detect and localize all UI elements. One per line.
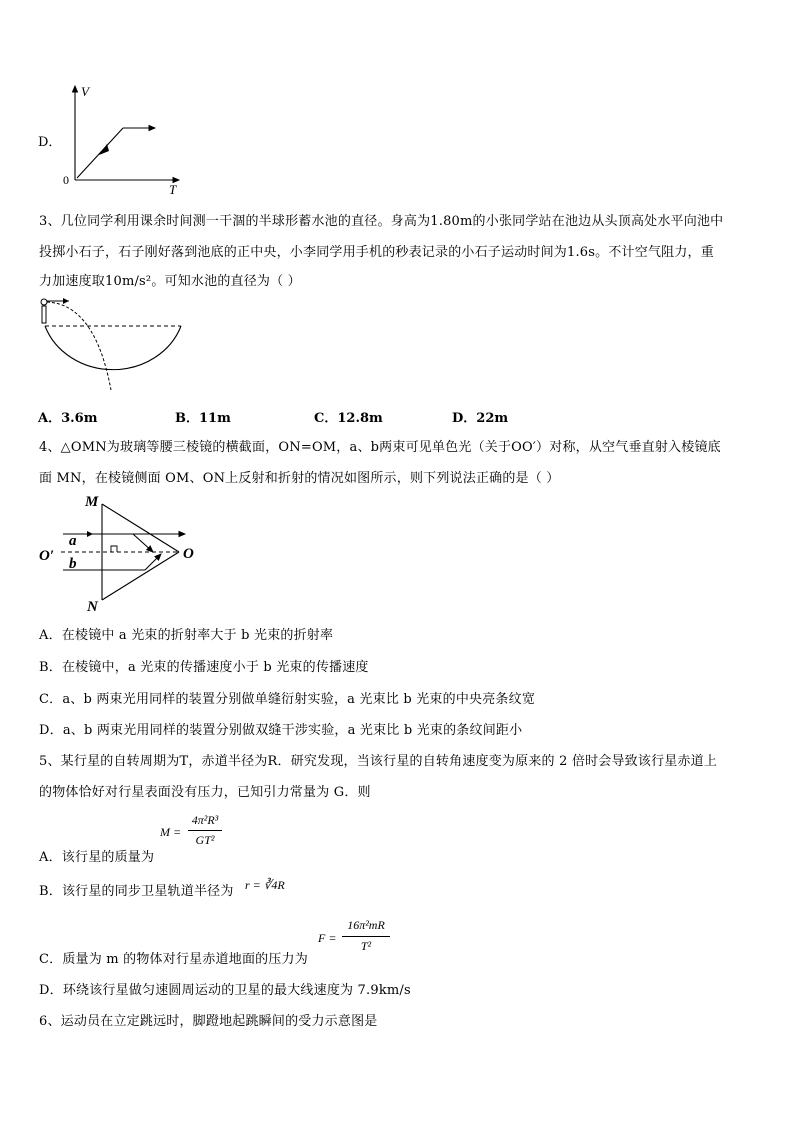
q3-option-a: A．3.6m [38, 411, 98, 426]
formula-a-numerator: 4π²R³ [191, 813, 219, 827]
label-o: O [183, 546, 194, 562]
q3-option-b: B．11m [175, 411, 231, 426]
formula-a-fraction-bar [188, 830, 222, 831]
velocity-time-graph [55, 80, 195, 198]
prism-side-on [102, 552, 179, 600]
right-angle-mark [111, 546, 117, 552]
person-body [42, 306, 46, 323]
label-n: N [87, 599, 98, 615]
q5-option-a: A．该行星的质量为 [39, 850, 155, 865]
rising-line [77, 128, 123, 178]
beam-a-reflected [133, 534, 153, 552]
q5-option-c: C．质量为 m 的物体对行星赤道地面的压力为 [39, 952, 308, 967]
label-m: M [85, 494, 99, 510]
formula-c-fraction-bar [342, 936, 390, 937]
hemisphere-pool-diagram [35, 296, 190, 396]
q4-option-d: D．a、b 两束光用同样的装置分别做双缝干涉实验，a 光束比 b 光束的条纹间距小 [39, 723, 523, 738]
prism-diagram [35, 492, 210, 616]
q4-line-2: 面 MN，在棱镜侧面 OM、ON上反射和折射的情况如图所示，则下列说法正确的是（ ） [39, 471, 560, 486]
y-axis-label: V [81, 84, 89, 99]
origin-label: 0 [63, 173, 69, 187]
q4-option-a: A．在棱镜中 a 光束的折射率大于 b 光束的折射率 [39, 628, 334, 643]
label-a: a [69, 533, 77, 549]
q4-option-c: C．a、b 两束光用同样的装置分别做单缝衍射实验，a 光束比 b 光束的中央亮条纹宽 [39, 692, 536, 707]
pool-arc [45, 326, 181, 370]
beam-a-arrow [87, 531, 93, 537]
prism-side-om [102, 504, 179, 552]
q4-option-b: B．在棱镜中，a 光束的传播速度小于 b 光束的传播速度 [39, 660, 369, 675]
q3-line-2: 投掷小石子，石子刚好落到池底的正中央，小李同学用手机的秒表记录的小石子运动时间为1.6s。不计空气阻力，重 [39, 245, 714, 260]
formula-a-lhs: M = [160, 825, 182, 839]
throw-arrow [63, 298, 69, 304]
formula-b: r = ∛4R [245, 878, 285, 892]
formula-a-denominator: GT² [195, 833, 215, 847]
q3-option-c: C．12.8m [314, 411, 383, 426]
q3-option-d: D．22m [452, 411, 509, 426]
option-d-label: D． [38, 135, 62, 150]
formula-c-numerator: 16π²mR [347, 918, 385, 932]
person-head [41, 299, 47, 305]
q5-option-d: D．环绕该行星做匀速圆周运动的卫星的最大线速度为 7.9km/s [39, 983, 411, 998]
q5-line-1: 5、某行星的自转周期为T，赤道半径为R．研究发现，当该行星的自转角速度变为原来的 2 倍时会导致该行星赤道上 [39, 754, 718, 769]
q3-line-3: 力加速度取10m/s²。可知水池的直径为（ ） [39, 274, 301, 289]
stone-trajectory [47, 302, 111, 390]
q4-line-1: 4、△OMN为玻璃等腰三棱镜的横截面，ON=OM，a、b两束可见单色光（关于OO′）对称，从空气垂直射入棱镜底 [39, 440, 721, 455]
q3-line-1: 3、几位同学利用课余时间测一干涸的半球形蓄水池的直径。身高为1.80m的小张同学站在池边从头顶高处水平向池中 [39, 214, 724, 229]
label-b: b [69, 556, 77, 572]
q6-line-1: 6、运动员在立定跳远时，脚蹬地起跳瞬间的受力示意图是 [39, 1014, 378, 1029]
q5-option-b: B．该行星的同步卫星轨道半径为 [39, 884, 234, 899]
x-axis-label: T [169, 182, 177, 197]
formula-c-lhs: F = [318, 931, 337, 945]
formula-c-denominator: T² [360, 939, 372, 953]
label-o-prime: O′ [39, 548, 55, 564]
q5-line-2: 的物体恰好对行星表面没有压力，已知引力常量为 G．则 [39, 785, 371, 800]
